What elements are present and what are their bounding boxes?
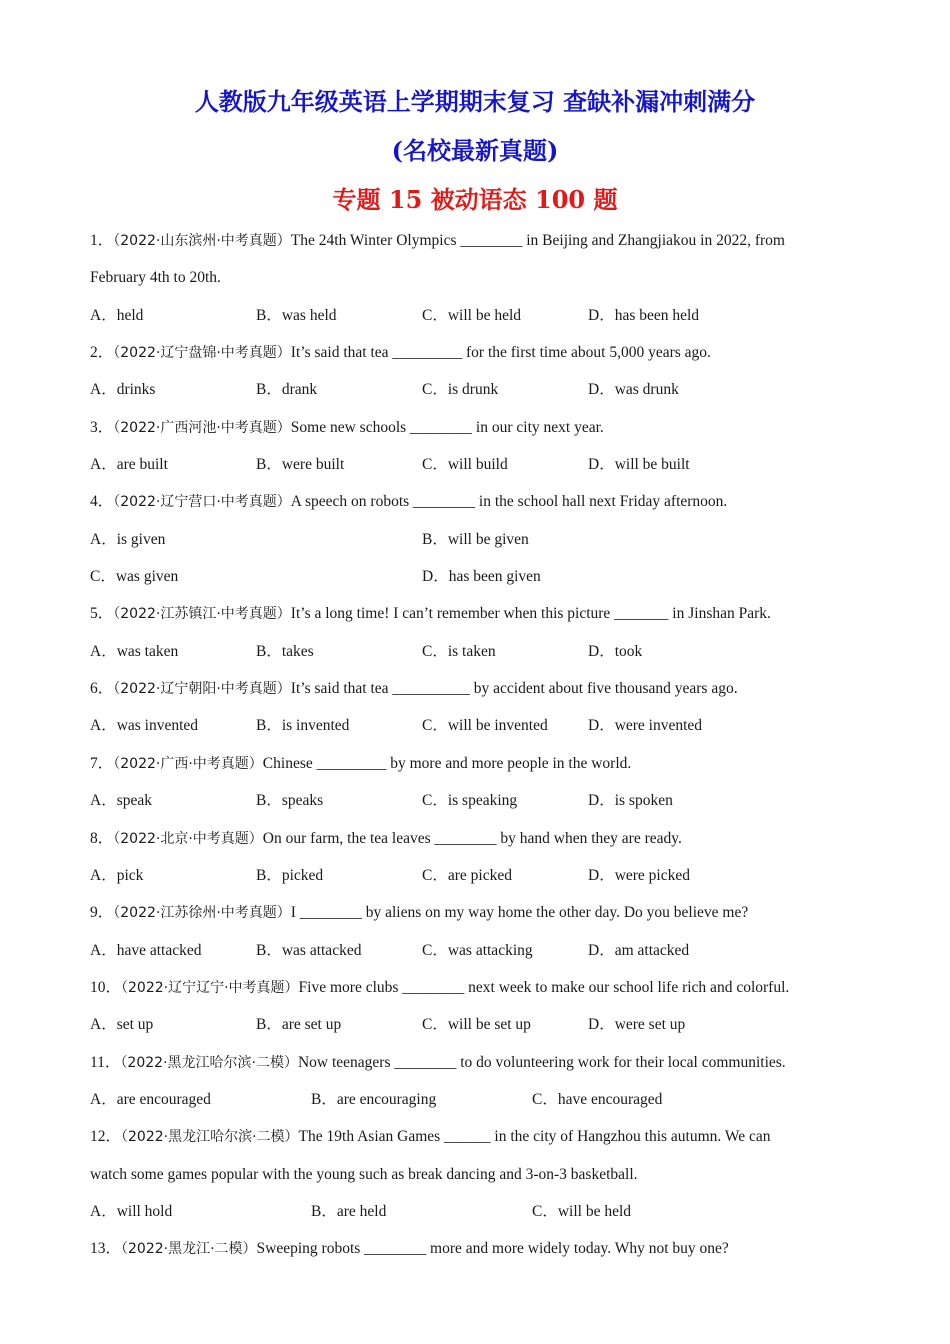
question-item <box>0 820 950 895</box>
question-item <box>0 670 950 745</box>
option-row <box>0 782 950 819</box>
question-stem <box>0 745 950 782</box>
answer-option: B．are held <box>311 1202 387 1220</box>
answer-option: C．is taken <box>422 642 496 660</box>
answer-option: D．is spoken <box>588 792 673 810</box>
question-text: Chinese _________ by more and more people in the world. <box>262 754 632 772</box>
question-source: （2022·辽宁营口·中考真题） <box>113 494 291 511</box>
question-stem <box>0 670 950 707</box>
question-number: 9． <box>90 904 114 922</box>
question-number: 7． <box>90 754 114 772</box>
question-stem <box>0 595 950 632</box>
question-item <box>0 409 950 484</box>
answer-option: C．was attacking <box>422 941 533 959</box>
answer-option: A．drinks <box>90 381 156 399</box>
answer-option: B．was attacked <box>256 941 362 959</box>
question-stem <box>0 334 950 371</box>
answer-option: C．will be held <box>532 1202 632 1220</box>
answer-option: A．was taken <box>90 642 179 660</box>
answer-option: D．were set up <box>588 1016 686 1034</box>
question-source: （2022·广西河池·中考真题） <box>113 419 291 436</box>
option-row <box>0 297 950 334</box>
question-number: 12． <box>90 1128 122 1146</box>
answer-option: D．was drunk <box>588 381 679 399</box>
question-item <box>0 1044 950 1119</box>
question-stem <box>0 894 950 931</box>
question-stem <box>0 1044 950 1081</box>
answer-option: A．held <box>90 306 144 324</box>
answer-option: D．were picked <box>588 866 690 884</box>
question-text: The 19th Asian Games ______ in the city of Hangzhou this autumn. We can <box>298 1128 771 1146</box>
question-stem <box>0 969 950 1006</box>
answer-option: A．speak <box>90 792 152 810</box>
question-text: Five more clubs ________ next week to make our school life rich and colorful. <box>298 978 790 996</box>
answer-option: A．set up <box>90 1016 154 1034</box>
answer-option: A．is given <box>90 530 166 548</box>
question-text: Sweeping robots ________ more and more widely today. Why not buy one? <box>256 1240 729 1258</box>
question-text: I ________ by aliens on my way home the other day. Do you believe me? <box>290 904 749 922</box>
question-number: 5． <box>90 605 114 623</box>
question-stem <box>0 222 950 259</box>
answer-option: C．will be invented <box>422 717 548 735</box>
question-number: 8． <box>90 829 114 847</box>
question-text: A speech on robots ________ in the school hall next Friday afternoon. <box>290 493 728 511</box>
document-subtitle: (名校最新真题) <box>391 136 559 165</box>
option-row <box>0 633 950 670</box>
answer-option: A．are encouraged <box>90 1090 211 1108</box>
answer-option: B．will be given <box>422 530 529 548</box>
answer-option: A．are built <box>90 456 168 474</box>
question-source: （2022·辽宁盘锦·中考真题） <box>113 345 291 362</box>
question-number: 2． <box>90 344 114 362</box>
question-source: （2022·辽宁朝阳·中考真题） <box>113 681 291 698</box>
question-item <box>0 222 950 334</box>
option-row <box>0 857 950 894</box>
question-number: 4． <box>90 493 114 511</box>
question-stem <box>0 409 950 446</box>
answer-option: B．are encouraging <box>311 1090 437 1108</box>
answer-option: A．have attacked <box>90 941 202 959</box>
question-source: （2022·北京·中考真题） <box>113 830 263 847</box>
question-text: Now teenagers ________ to do volunteering work for their local communities. <box>297 1053 786 1071</box>
question-stem <box>0 1118 950 1155</box>
question-source: （2022·江苏徐州·中考真题） <box>113 905 291 922</box>
answer-option: D．will be built <box>588 456 690 474</box>
answer-option: D．am attacked <box>588 941 690 959</box>
answer-option: B．takes <box>256 642 314 660</box>
question-number: 10． <box>90 978 122 996</box>
document-title: 人教版九年级英语上学期期末复习 查缺补漏冲刺满分 <box>194 87 756 116</box>
option-row <box>0 932 950 969</box>
question-list <box>0 222 950 1268</box>
question-stem <box>0 483 950 520</box>
question-stem <box>0 1230 950 1267</box>
answer-option: A．pick <box>90 866 144 884</box>
question-number: 1． <box>90 232 114 249</box>
question-source: （2022·山东滨州·中考真题） <box>113 233 291 249</box>
question-text: It’s said that tea _________ for the first time about 5,000 years ago. <box>290 344 711 362</box>
question-source: （2022·黑龙江哈尔滨·二模） <box>121 1129 299 1146</box>
question-text: The 24th Winter Olympics ________ in Beijing and Zhangjiakou in 2022, from <box>290 232 785 249</box>
answer-option: B．drank <box>256 381 318 399</box>
question-source: （2022·黑龙江哈尔滨·二模） <box>120 1054 298 1071</box>
option-row <box>0 1081 950 1118</box>
question-number: 3． <box>90 418 114 436</box>
question-item <box>0 745 950 820</box>
question-number: 11． <box>90 1053 121 1071</box>
option-row <box>0 558 950 595</box>
option-row <box>0 707 950 744</box>
question-item <box>0 969 950 1044</box>
question-stem <box>0 820 950 857</box>
question-stem-continued <box>0 259 950 296</box>
question-text: Some new schools ________ in our city next year. <box>290 418 604 436</box>
answer-option: B．were built <box>256 456 345 474</box>
question-number: 13． <box>90 1240 122 1258</box>
answer-option: B．picked <box>256 866 324 884</box>
question-item <box>0 483 950 595</box>
answer-option: B．is invented <box>256 717 350 735</box>
option-row <box>0 371 950 408</box>
question-item <box>0 334 950 409</box>
question-item <box>0 595 950 670</box>
topic-title: 专题 15 被动语态 100 题 <box>332 185 618 214</box>
option-row <box>0 1193 950 1230</box>
option-row <box>0 446 950 483</box>
question-source: （2022·江苏镇江·中考真题） <box>113 606 291 623</box>
answer-option: D．has been given <box>422 568 541 586</box>
question-item <box>0 1230 950 1267</box>
question-text: It’s said that tea __________ by accident about five thousand years ago. <box>290 680 738 698</box>
question-item <box>0 1118 950 1230</box>
question-text: watch some games popular with the young such as break dancing and 3-on-3 basketball. <box>90 1165 638 1183</box>
answer-option: B．was held <box>256 306 337 324</box>
answer-option: C．are picked <box>422 866 512 884</box>
question-text: February 4th to 20th. <box>90 269 221 287</box>
option-row <box>0 1006 950 1043</box>
answer-option: C．will be set up <box>422 1016 531 1034</box>
question-stem-continued <box>0 1156 950 1193</box>
question-text: It’s a long time! I can’t remember when this picture _______ in Jinshan Park. <box>290 605 771 623</box>
answer-option: C．have encouraged <box>532 1090 663 1108</box>
answer-option: C．will build <box>422 456 508 474</box>
answer-option: C．is speaking <box>422 792 518 810</box>
option-row <box>0 521 950 558</box>
question-number: 6． <box>90 680 114 698</box>
answer-option: C．was given <box>90 568 179 586</box>
answer-option: D．took <box>588 642 643 660</box>
question-source: （2022·黑龙江·二模） <box>121 1241 257 1258</box>
answer-option: C．will be held <box>422 306 522 324</box>
answer-option: B．are set up <box>256 1016 342 1034</box>
answer-option: B．speaks <box>256 792 324 810</box>
question-text: On our farm, the tea leaves ________ by hand when they are ready. <box>262 829 682 847</box>
answer-option: A．will hold <box>90 1202 173 1220</box>
answer-option: D．were invented <box>588 717 703 735</box>
answer-option: C．is drunk <box>422 381 499 399</box>
answer-option: D．has been held <box>588 306 700 324</box>
question-item <box>0 894 950 969</box>
question-source: （2022·辽宁辽宁·中考真题） <box>121 979 299 996</box>
answer-option: A．was invented <box>90 717 199 735</box>
question-source: （2022·广西·中考真题） <box>113 755 263 772</box>
